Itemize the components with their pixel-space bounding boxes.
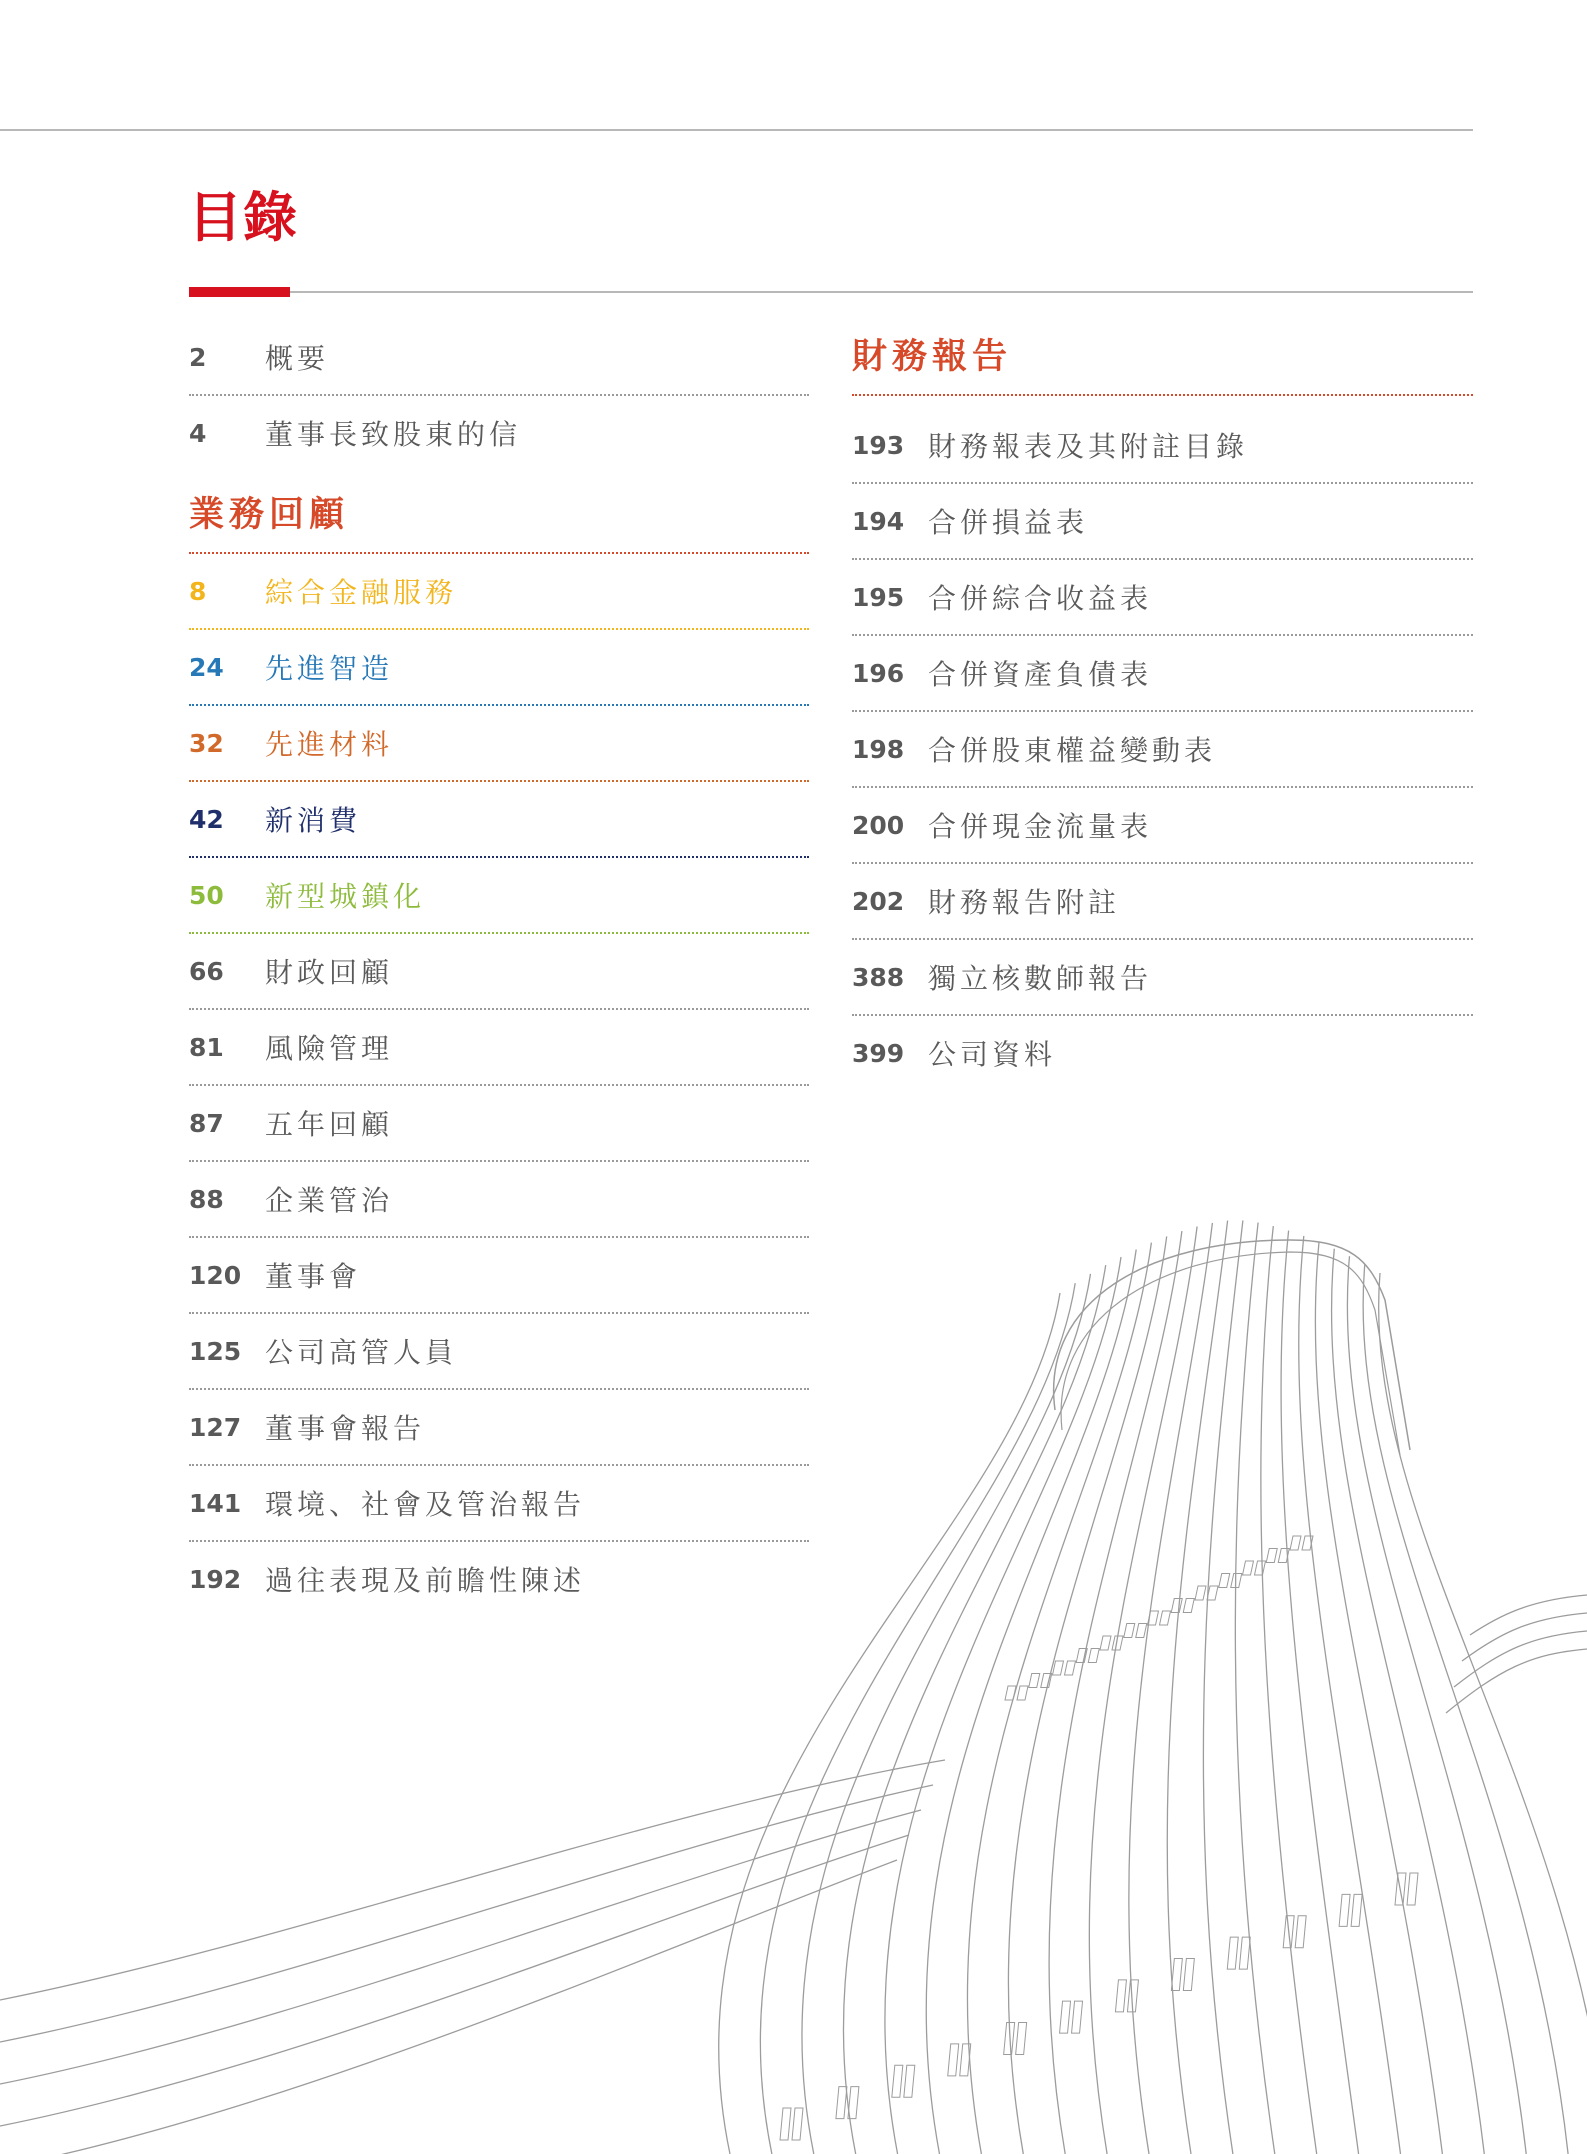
toc-title: 合併股東權益變動表 [928, 734, 1217, 767]
financial-report-list [852, 408, 1473, 1090]
art-stroke [1227, 1937, 1238, 1969]
toc-item-overview[interactable] [189, 320, 809, 396]
toc-item[interactable] [189, 554, 809, 630]
art-stroke [885, 1257, 1121, 2154]
toc-title: 綜合金融服務 [265, 576, 458, 609]
toc-page-number: 198 [852, 734, 905, 764]
art-stroke [1129, 1223, 1213, 2154]
art-stroke [1339, 1894, 1350, 1926]
toc-title: 新消費 [265, 804, 362, 837]
art-stroke [1195, 1586, 1206, 1600]
toc-title: 合併損益表 [928, 506, 1089, 539]
toc-title: 概要 [265, 342, 330, 375]
page-title: 目錄 [188, 186, 298, 249]
toc-title: 公司高管人員 [265, 1336, 458, 1369]
toc-title: 風險管理 [265, 1032, 394, 1065]
art-stroke [1060, 2001, 1071, 2033]
art-stroke [1446, 1649, 1587, 1713]
toc-title: 獨立核數師報告 [928, 962, 1153, 995]
toc-page-number: 66 [189, 956, 224, 986]
art-stroke [719, 1293, 1060, 2154]
toc-title: 先進材料 [265, 728, 394, 761]
toc-item[interactable] [189, 706, 809, 782]
toc-page-number: 120 [189, 1260, 242, 1290]
toc-item[interactable] [852, 636, 1473, 712]
art-stroke [1005, 1686, 1016, 1700]
toc-title: 董事會報告 [265, 1412, 426, 1445]
art-stroke [1407, 1873, 1418, 1905]
art-stroke [1239, 1937, 1250, 1969]
art-stroke [0, 1860, 897, 2154]
toc-title: 財務報表及其附註目錄 [928, 430, 1249, 463]
art-stroke [892, 2065, 903, 2097]
art-stroke [836, 2087, 847, 2119]
toc-page-number: 8 [189, 576, 207, 606]
art-stroke [843, 1265, 1105, 2154]
toc-page-number: 81 [189, 1032, 224, 1062]
art-stroke [1124, 1624, 1135, 1638]
art-stroke [1171, 1958, 1182, 1990]
toc-title: 合併綜合收益表 [928, 582, 1153, 615]
toc-item[interactable] [852, 484, 1473, 560]
top-rule [0, 129, 1473, 131]
toc-page-number: 87 [189, 1108, 224, 1138]
art-stroke [1379, 1273, 1587, 2154]
art-stroke [0, 1835, 909, 2126]
art-stroke [1235, 1223, 1274, 2154]
art-stroke [1100, 1636, 1111, 1650]
toc-item-chairman-letter[interactable] [189, 396, 809, 470]
toc-page-number: 50 [189, 880, 224, 910]
toc-title: 五年回顧 [265, 1108, 394, 1141]
toc-page-number: 127 [189, 1412, 242, 1442]
toc-page-number: 88 [189, 1184, 224, 1214]
art-stroke [1016, 2023, 1027, 2055]
art-stroke [0, 1785, 933, 2042]
toc-title: 董事長致股東的信 [265, 418, 522, 451]
toc-page-number: 192 [189, 1564, 242, 1594]
toc-item[interactable] [852, 560, 1473, 636]
art-stroke [1183, 1599, 1194, 1613]
art-stroke [792, 2108, 803, 2140]
title-accent-bar [189, 287, 290, 297]
art-stroke [1072, 2001, 1083, 2033]
art-stroke [1295, 1916, 1306, 1948]
section-heading-business-review: 業務回顧 [189, 478, 809, 554]
toc-title: 先進智造 [265, 652, 394, 685]
art-stroke [1290, 1536, 1301, 1550]
toc-item[interactable] [852, 864, 1473, 940]
toc-page-number: 202 [852, 886, 905, 916]
toc-title: 新型城鎮化 [265, 880, 426, 913]
toc-item[interactable] [189, 934, 809, 1010]
art-stroke [760, 1283, 1075, 2154]
art-stroke [780, 2108, 791, 2140]
art-stroke [0, 1810, 921, 2084]
art-stroke [1183, 1958, 1194, 1990]
toc-title: 合併資產負債表 [928, 658, 1153, 691]
title-underline-rule [189, 291, 1473, 293]
art-stroke [1363, 1264, 1568, 2154]
toc-item[interactable] [852, 1016, 1473, 1090]
art-stroke [1065, 1661, 1076, 1675]
art-stroke [0, 1760, 945, 2000]
section-heading-financial-report: 財務報告 [852, 320, 1473, 396]
toc-item[interactable] [189, 1010, 809, 1086]
art-stroke [1008, 1236, 1166, 2154]
art-stroke [1017, 1686, 1028, 1700]
art-stroke [1160, 1611, 1171, 1625]
art-stroke [1281, 1231, 1359, 2154]
toc-page-number: 24 [189, 652, 224, 682]
toc-page-number: 388 [852, 962, 905, 992]
toc-title: 環境、社會及管治報告 [265, 1488, 586, 1521]
art-stroke [1347, 1256, 1526, 2154]
art-stroke [1053, 1661, 1064, 1675]
art-stroke [948, 2044, 959, 2076]
art-stroke [1261, 1226, 1317, 2154]
toc-page-number: 4 [189, 418, 207, 448]
art-stroke [1243, 1561, 1254, 1575]
toc-title: 財務報告附註 [928, 886, 1121, 919]
art-stroke [1088, 1649, 1099, 1663]
toc-title: 合併現金流量表 [928, 810, 1153, 843]
toc-item[interactable] [189, 630, 809, 706]
toc-item[interactable] [189, 858, 809, 934]
toc-title: 企業管治 [265, 1184, 394, 1217]
building-line-art [0, 1180, 1587, 2154]
art-stroke [1089, 1227, 1197, 2154]
toc-item[interactable] [852, 408, 1473, 484]
toc-item[interactable] [852, 940, 1473, 1016]
toc-page-number: 141 [189, 1488, 242, 1518]
art-stroke [904, 2065, 915, 2097]
art-stroke [1299, 1236, 1401, 2154]
toc-page-number: 32 [189, 728, 224, 758]
toc-page-number: 2 [189, 342, 207, 372]
art-stroke [1219, 1574, 1230, 1588]
toc-item[interactable] [852, 712, 1473, 788]
toc-title: 公司資料 [928, 1038, 1057, 1071]
toc-title: 過往表現及前瞻性陳述 [265, 1564, 586, 1597]
toc-page-number: 42 [189, 804, 224, 834]
art-stroke [1266, 1549, 1277, 1563]
art-stroke [1171, 1599, 1182, 1613]
toc-title: 財政回顧 [265, 956, 394, 989]
toc-item[interactable] [189, 1086, 809, 1162]
toc-page-number: 125 [189, 1336, 242, 1366]
toc-item[interactable] [852, 788, 1473, 864]
toc-title: 董事會 [265, 1260, 362, 1293]
toc-right-column [852, 320, 1473, 1090]
art-stroke [1167, 1221, 1227, 2154]
art-stroke [1351, 1894, 1362, 1926]
toc-page-number: 196 [852, 658, 905, 688]
art-stroke [1454, 1631, 1587, 1687]
art-stroke [1462, 1613, 1587, 1661]
toc-page-number: 195 [852, 582, 905, 612]
art-stroke [1255, 1561, 1266, 1575]
toc-page-number: 399 [852, 1038, 905, 1068]
toc-page-number: 194 [852, 506, 905, 536]
art-stroke [1029, 1674, 1040, 1688]
toc-item[interactable] [189, 782, 809, 858]
toc-page-number: 193 [852, 430, 905, 460]
art-stroke [1136, 1624, 1147, 1638]
toc-page-number: 200 [852, 810, 905, 840]
art-stroke [1115, 1980, 1126, 2012]
